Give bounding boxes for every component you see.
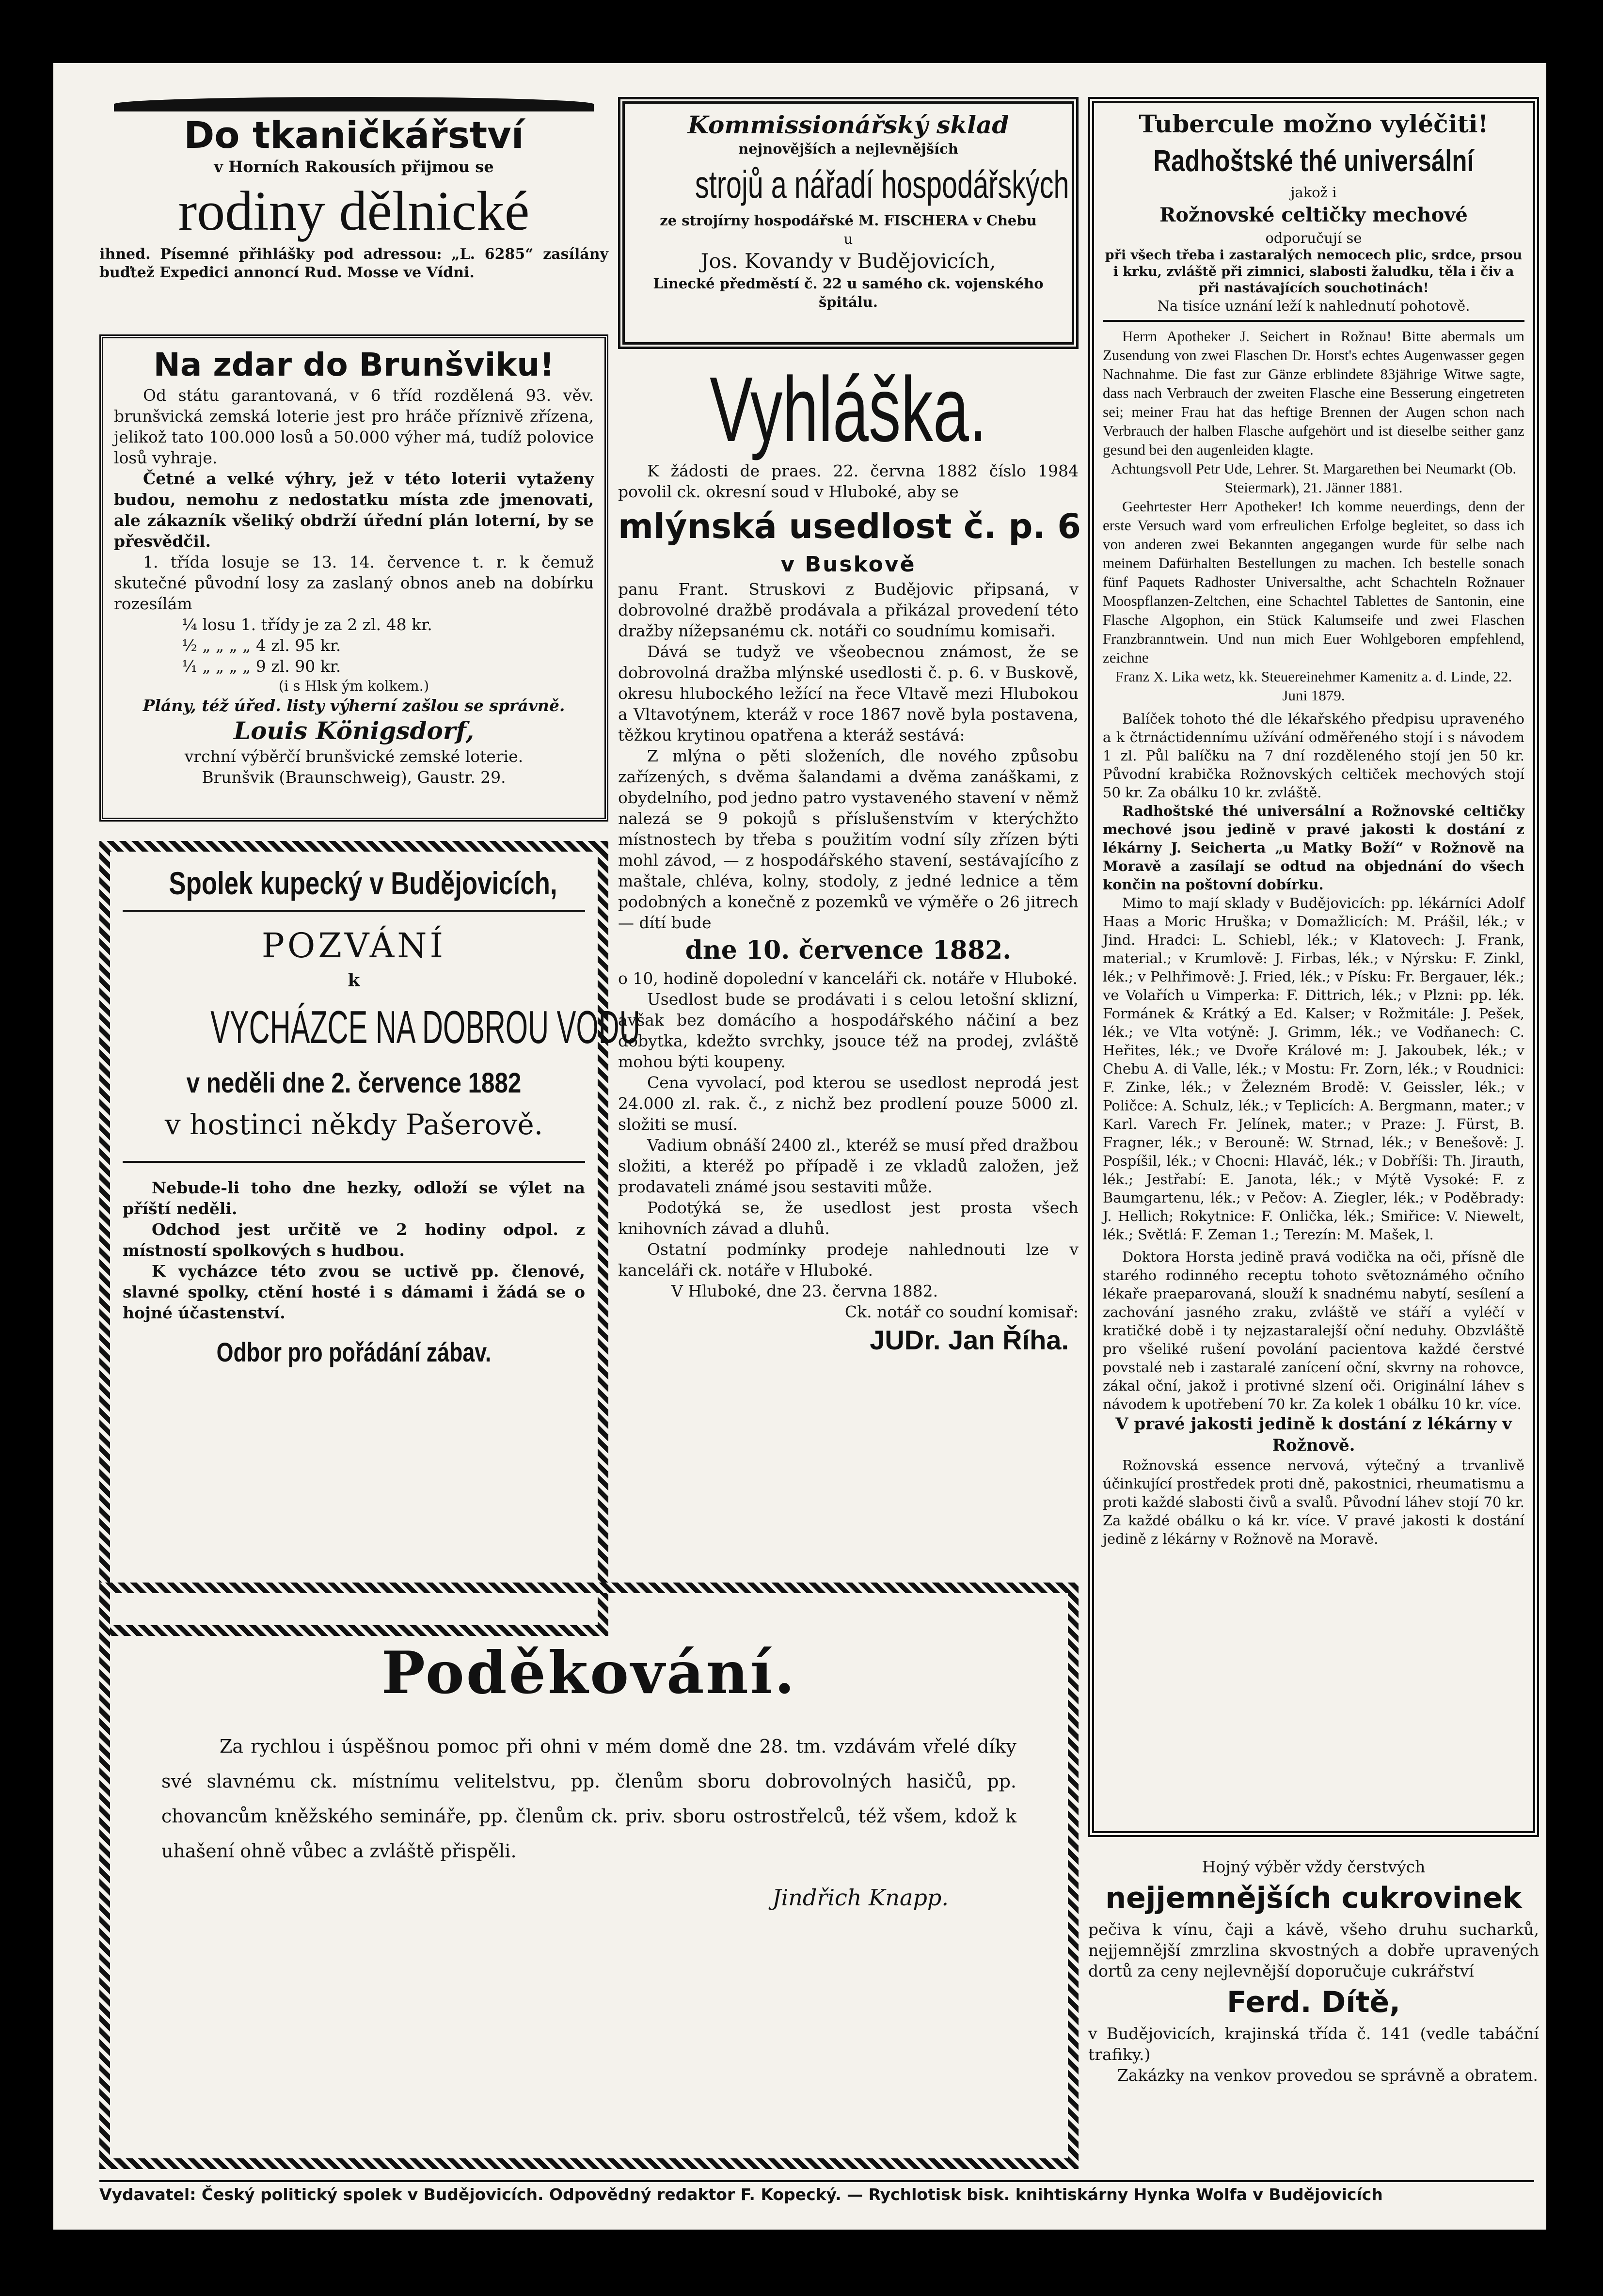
notice-paragraph: Vadium obnáší 2400 zl., kteréž se musí před dražbou složiti, a kteréž po případě i ze vkladů založen, jež prodavateli známé jsou sestaviti může.	[618, 1136, 1079, 1196]
podekovani-box	[99, 1583, 1079, 2169]
divider	[1103, 320, 1524, 322]
ad-big-text: strojů a nářadí hospodářských	[695, 163, 1069, 206]
ad-signature: Odbor pro pořádání zábav.	[216, 1337, 492, 1367]
notice-title: Vyhláška.	[710, 358, 987, 461]
ad-paragraph: Odchod jest určitě ve 2 hodiny odpol. z místností spolkových s hudbou.	[123, 1220, 585, 1260]
vyhlaska-notice	[618, 359, 1079, 1546]
event-date: v neděli dne 2. července 1882	[186, 1067, 522, 1099]
ad-paragraph: Nebude-li toho dne hezky, odloží se výlet na příští neděli.	[123, 1178, 585, 1218]
ad-jakoz: jakož i	[1290, 184, 1337, 201]
notice-paragraph: Podotýká se, že usedlost jest prosta všech knihovních závad a dluhů.	[618, 1198, 1079, 1238]
shop-orders: Zakázky na venkov provedou se správně a obratem.	[1117, 2066, 1538, 2085]
seller-address: Brunšvik (Braunschweig), Gaustr. 29.	[202, 768, 506, 787]
notice-paragraph: Z mlýna o pěti složeních, dle nového způsobu zařízených, s dvěma šalandami a dvěma zanáškami, z obydelního, pod jedno patro vystaveného stavení v němž nalezá se 9 pokojů s příslušenstvím v kterýchžto místnostech by třeba s použitím vodní síly zřízen býti mohl závod, — z hospodářského stavení, sestávajícího z maštale, chléva, kolny, stodoly, z jedné lednice a těm podobných a konečně z pozemků ve výměře o 26 jitrech — dítí bude	[618, 746, 1079, 932]
shop-address: v Budějovicích, krajinská třída č. 141 (vedle tabáční trafiky.)	[1088, 2024, 1539, 2064]
testimonial: Herrn Apotheker J. Seichert in Rožnau! Bitte abermals um Zusendung von zwei Flaschen Dr. Horst's echtes Augenwasser gegen Nachnahme. Die fast zur Gänze erblindete 83jährige Witwe sagte, dass nach Verbrauch der zweiten Flasche eine Besserung eingetreten sei; meiner Frau hat das heftige Brennen der Augen schon nach Verbrauch der halben Flasche aufgehört und ist dieselbe seither ganz gesund bei den augenleiden klagte.	[1103, 328, 1524, 458]
ad-big-text: nejjemnějších cukrovinek	[1105, 1881, 1522, 1915]
event-title: VYCHÁZCE NA DOBROU VODU	[210, 1001, 640, 1053]
price-row: ¼ losu 1. třídy je za 2 zl. 48 kr.	[182, 615, 432, 634]
ad-address: Linecké předměstí č. 22 u samého ck. vojenského špitálu.	[653, 275, 1044, 310]
ad-headline: Na zdar do Brunšviku!	[153, 346, 555, 383]
ad-u: u	[843, 231, 853, 247]
ad-brunsvik	[99, 334, 608, 822]
ad-big-text: rodiny dělnické	[178, 180, 530, 242]
ad-tisice: Na tisíce uznání leží k nahlednutí pohotově.	[1157, 298, 1470, 314]
ad-cukrovinky	[1088, 1856, 1539, 2176]
notice-paragraph: o 10, hodině dopolední v kanceláři ck. notáře v Hluboké.	[618, 969, 1078, 988]
price-row: ½ „ „ „ „ 4 zl. 95 kr.	[182, 636, 341, 655]
ad-subheadline: nejnovějších a nejlevnějších	[738, 141, 958, 157]
event-place: v hostinci někdy Pašerově.	[164, 1108, 543, 1141]
divider	[123, 910, 585, 912]
column-right	[1088, 97, 1539, 2176]
ad-subheadline: v Horních Rakousích přijmou se	[214, 158, 494, 176]
ad-subheadline: Hojný výběr vždy čerstvých	[1202, 1857, 1426, 1876]
ad-paragraph: Balíček tohoto thé dle lékařského předpisu upraveného a k čtrnáctidennímu užívání odměřeného stojí i s návodem 1 zl. Půl balíčku na 7 dní rozděleného stojí jen 50 kr. Původní krabička Rožnovských celtiček mechových stojí 50 kr. Za obálku 10 kr. zvláště.	[1103, 711, 1524, 801]
ad-kommissionarsky-sklad	[618, 97, 1079, 349]
notice-notar: Ck. notář co soudní komisař:	[844, 1302, 1079, 1321]
notice-signature: JUDr. Jan Říha.	[870, 1325, 1069, 1355]
thanks-signature: Jindřich Knapp.	[772, 1884, 949, 1911]
testimonial-sign: Franz X. Lika wetz, kk. Steuereinehmer Kamenitz a. d. Linde, 22. Juni 1879.	[1115, 668, 1512, 704]
ad-body: pečiva k vínu, čaji a kávě, všeho druhu sucharků, nejjemnější zmrzlina skvostných a dobře upravených dortů za ceny nejlevnější doporučuje cukrářství	[1088, 1920, 1539, 1980]
ad-from: ze strojírny hospodářské M. FISCHERA v Chebu	[660, 212, 1037, 229]
notice-big-text: mlýnská usedlost č. p. 6	[618, 507, 1081, 546]
ad-headline: Do tkaničkářství	[184, 113, 524, 157]
notice-paragraph: Usedlost bude se prodávati i s celou letošní sklizní, avšak bez domácího a hospodářského náčiní a bez dobytka, kdežto svrchky, jsouce též na prodej, zvláště mohou býti koupeny.	[618, 990, 1079, 1071]
stamp-note: (i s Hlsk ým kolkem.)	[278, 678, 429, 694]
ad-paragraph: Rožnovská essence nervová, výtečný a trvanlivě účinkující prostředek proti dně, pakostnici, rheumatismu a proti každé slabosti čivů a svalů. Původní láhev stojí 70 kr. Za každé obálku o ká kr. více. V pravé jakosti k dostání jedině z lékárny v Rožnově na Moravě.	[1103, 1457, 1524, 1547]
price-row: ⅟₁ „ „ „ „ 9 zl. 90 kr.	[182, 657, 341, 676]
ad-paragraph: K vycházce této zvou se uctivě pp. členové, slavné spolky, ctění hosté i s dámami i žádá se o hojné účastenství.	[123, 1262, 585, 1322]
seller-name: Louis Königsdorf,	[233, 716, 475, 745]
notice-paragraph: panu Frant. Struskovi z Budějovic připsaná, v dobrovolné dražbě prodávala a přikázal provedení této dražby nížepsanému ck. notáři co soudnímu komisaři.	[618, 580, 1079, 640]
column-left	[99, 97, 640, 1636]
ad-paragraph: 1. třída losuje se 13. 14. července t. r. k čemuž skutečné původní losy za zaslaný obnos aneb na dobírku rozesílám	[114, 553, 594, 613]
invitation-k: k	[348, 970, 360, 991]
ad-availability: V pravé jakosti jedině k dostání z lékárny v Rožnově.	[1115, 1414, 1512, 1455]
thanks-body: Za rychlou i úspěšnou pomoc při ohni v mém domě dne 28. tm. vzdávám vřelé díky své slavnému ck. místnímu velitelstvu, pp. členům sboru dobrovolných hasičů, pp. chovancům kněžského semináře, pp. členům ck. priv. sboru ostrostřelců, též všem, kdož k uhašení ohně vůbec a zvláště přispěli.	[161, 1736, 1016, 1862]
ad-uses: při všech třeba i zastaralých nemocech plic, srdce, prsou i krku, zvláště při zimnici, slabosti žaludku, těla i čiv a při nastávajících souchotinách!	[1105, 248, 1523, 296]
product-subtitle: Rožnovské celtičky mechové	[1159, 204, 1468, 226]
ad-paragraph: Doktora Horsta jedině pravá vodička na oči, přísně dle starého rodinného receptu tohoto světoznámého očního lékaře praeparovaná, slouží k snadnému nabytí, sesílení a zachování jasného zraku, zvláště ve stáří a vyléčí v kratičké době i ty nejzastaralejší oční neduhy. Obzvláště pro všeliké rušení povolání pacientova každé čerstvé povstalé neb i zastaralé zanícení oční, skvrny na rohovce, zákal oční, jakož i protivné slzení oči. Originální láhev s návodem k upotřebení 70 kr. Za kolek 1 obálku 10 kr. více.	[1103, 1249, 1524, 1412]
newspaper-page	[53, 63, 1546, 2230]
ad-odporucuji: odporučují se	[1265, 230, 1362, 246]
notice-date: dne 10. července 1882.	[685, 935, 1012, 965]
price-list	[114, 614, 594, 677]
testimonial-sign: Achtungsvoll Petr Ude, Lehrer. St. Margarethen bei Neumarkt (Ob. Steiermark), 21. Jänner 1881.	[1111, 460, 1517, 496]
notice-location: v Buskově	[780, 552, 916, 577]
notice-paragraph: Cena vyvolací, pod kterou se usedlost neprodá jest 24.000 zl. rak. č., z nichž bez prodlení pouze 5000 zl. složiti se musí.	[618, 1073, 1079, 1134]
ad-stockists: Mimo to mají sklady v Budějovicích: pp. lékárníci Adolf Haas a Moric Hruška; v Domažlicích: M. Prášil, lék.; v Jind. Hradci: L. Schiebl, lék.; v Klatovech: J. Frank, material.; v Krumlově: J. Firbas, lék.; v Nýrsku: F. Zinkl, lék.; v Pelhřimově: J. Fried, lék.; v Písku: Fr. Bergauer, lék.; ve Volařích u Vimperka: F. Dittrich, lék.; v Plzni: pp. lék. Formánek & Krátký a Ed. Kalser; v Rožmitále: J. Pešek, lék.; ve Vlta votýně: J. Grimm, lék.; ve Vodňanech: C. Heřites, lék.; ve Dvoře Králové m: J. Jakoubek, lék.; v Chebu A. di Valle, lék.; v Mostu: Fr. Zorn, lék.; v Roudnici: F. Zinke, lék.; v Železném Brodě: V. Geissler, lék.; v Poličce: A. Schulz, lék.; v Teplicích: A. Bergmann, mater.; v Karl. Varech Fr. Jelínek, mater.; v Praze: J. Fürst, B. Fragner, lék.; v Berouně: W. Strnad, lék.; v Benešově: J. Pospíšil, lék.; v Chocni: Hlaváč, lék.; v Dobříši: Th. Jirauth, lék.; Jestřabí: E. Janota, lék.; v Mýtě Vysoké: F. z Baumgartenu, lék.; v Pečov: A. Ziegler, lék.; v Poděbrady: J. Hellich; Rokytnice: F. Onlička, lék.; Smiřice: V. Niewelt, lék.; Světlá: F. Zeman 1.; Terezín: M. Mašek, l.	[1103, 895, 1524, 1243]
ad-body: ihned. Písemné přihlášky pod adressou: „L. 6285“ zasílány buďtež Expedici annoncí Rud. Mosse ve Vídni.	[99, 246, 608, 281]
divider	[123, 1161, 585, 1163]
ornament-bar	[114, 97, 594, 111]
imprint-footer: Vydavatel: Český politický spolek v Budějovicích. Odpovědný redaktor F. Kopecký. — Rychlotisk bisk. knihtiskárny Hynka Wolfa v Budějovicích	[99, 2180, 1534, 2204]
ad-paragraph: Četné a velké výhry, jež v této loterii vytaženy budou, nemohu z nedostatku místa zde jmenovati, ale zákazník všeliký obdrží úřední plán loterní, by se přesvědčil.	[114, 469, 594, 551]
notice-intro: K žádosti de praes. 22. června 1882 číslo 1984 povolil ck. okresní soud v Hluboké, aby se	[618, 461, 1079, 501]
notice-paragraph: Ostatní podmínky prodeje nahlednouti lze v kanceláři ck. notáře v Hluboké.	[618, 1240, 1079, 1280]
ad-headline: Kommissionářský sklad	[687, 111, 1009, 139]
product-title: Radhoštské thé universální	[1153, 144, 1474, 178]
thanks-title: Poděkování.	[381, 1639, 797, 1707]
shop-name: Ferd. Dítě,	[1226, 1985, 1400, 2019]
ad-spolek-kupecky	[99, 841, 640, 1636]
ad-tkanickarstvi	[99, 97, 608, 320]
invitation-title: POZVÁNÍ	[261, 926, 446, 966]
ad-paragraph: Od státu garantovaná, v 6 tříd rozdělená 93. věv. brunšvická zemská loterie jest pro hráče příznivě zřízena, jelikož tato 100.000 losů a 50.000 výher má, tudíž polovice losů vyhraje.	[114, 386, 594, 467]
ad-headline: Spolek kupecký v Budějovicích,	[169, 865, 557, 901]
notice-place: V Hluboké, dne 23. června 1882.	[671, 1282, 938, 1300]
ad-tubercule	[1088, 97, 1539, 1837]
plans-note: Plány, též úřed. listy výherní zašlou se správně.	[143, 696, 565, 715]
column-middle	[618, 97, 1079, 1546]
ad-owner: Jos. Kovandy v Budějovicích,	[700, 249, 996, 273]
notice-paragraph: Dává se tudyž ve všeobecnou známost, že se dobrovolná dražba mlýnské usedlosti č. p. 6. v Buskově, okresu hlubockého ležící na řece Vltavě mezi Hlubokou a Vltavotýnem, kteráž v roce 1867 nově byla postavena, těžkou krytinou opatřena a kteráž sestává:	[618, 642, 1079, 744]
seller-role: vrchní výběrčí brunšvické zemské loterie.	[184, 747, 524, 766]
testimonial: Geehrtester Herr Apotheker! Ich komme neuerdings, denn der erste Versuch ward vom erfreulichen Erfolge begleitet, so dass ich von anderen zwei Bekannten angegangen wurde für selbe nach meinem Dafürhalten Bestellungen zu machen. Ich bestelle sonach fünf Paquets Radhoster Universalthe, acht Schachteln Rožnauer Moospflanzen-Zeltchen, eine Schachtel Tablettes de Santonin, eine Flasche Algophon, ein Stück Kalumseife und zwei Flaschen Franzbranntwein. Und nun mich Euer Wohlgeboren empfehlend, zeichne	[1103, 498, 1524, 666]
ad-headline: Tubercule možno vyléčiti!	[1139, 110, 1489, 138]
ad-paragraph: Radhoštské thé universální a Rožnovské celtičky mechové jsou jedině v pravé jakosti k dostání z lékárny J. Seicherta „u Matky Boží“ v Rožnově na Moravě a zasílají se odtud na objednání do všech končin na poštovní dobírku.	[1103, 803, 1524, 893]
